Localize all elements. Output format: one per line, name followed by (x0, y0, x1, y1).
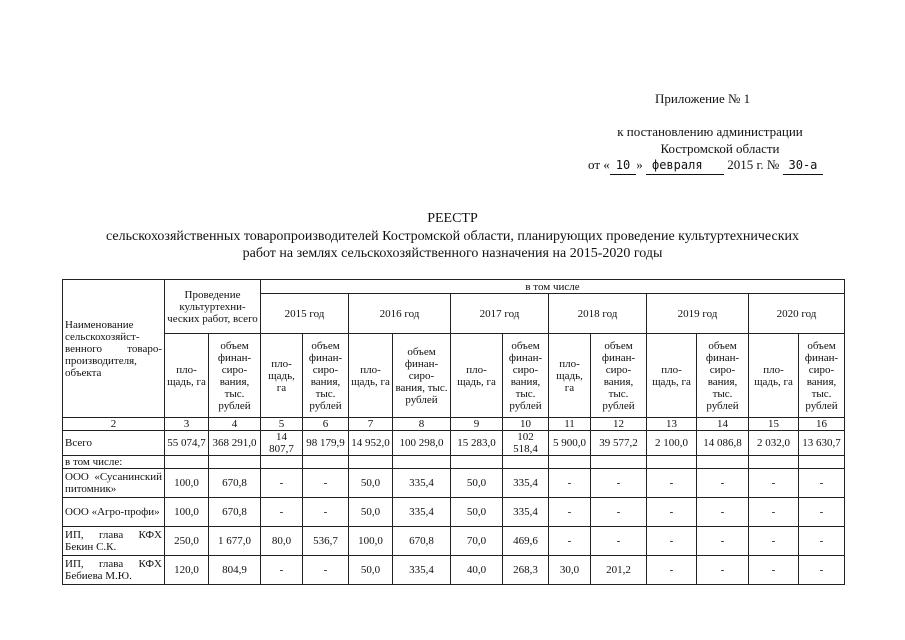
date-prefix: от « (588, 157, 610, 172)
row-value: 70,0 (451, 527, 503, 556)
sub-fin: объем финан-сиро-вания, тыс. рублей (591, 334, 647, 418)
row-name: ИП, глава КФХ Бебиева М.Ю. (63, 556, 165, 585)
sub-fin: объем финан-сиро-вания, тыс. рублей (209, 334, 261, 418)
row-value: - (303, 498, 349, 527)
row-value: 50,0 (451, 498, 503, 527)
col-number: 4 (209, 418, 261, 431)
row-value: 100,0 (349, 527, 393, 556)
row-value: - (647, 469, 697, 498)
date-year: 2015 г. № (727, 157, 780, 172)
total-value: 39 577,2 (591, 431, 647, 456)
row-value: - (647, 527, 697, 556)
table-row (63, 556, 845, 585)
col-number: 11 (549, 418, 591, 431)
col-number: 9 (451, 418, 503, 431)
col-including-header: в том числе (261, 280, 845, 294)
date-mid: » (636, 157, 643, 172)
row-value: 100,0 (165, 469, 209, 498)
row-name: ООО «Агро-профи» (63, 498, 165, 527)
row-value: - (303, 556, 349, 585)
including-row (63, 456, 845, 469)
row-value: - (697, 556, 749, 585)
date-month: февраля (646, 157, 724, 175)
col-number: 7 (349, 418, 393, 431)
row-value: - (549, 527, 591, 556)
col-number: 2 (63, 418, 165, 431)
sub-area: пло-щадь, га (647, 334, 697, 418)
row-value: 670,8 (209, 498, 261, 527)
row-value: 30,0 (549, 556, 591, 585)
row-value: 335,4 (503, 498, 549, 527)
year-2018: 2018 год (549, 294, 647, 334)
doc-number: 30-а (783, 157, 824, 175)
col-number: 3 (165, 418, 209, 431)
row-value: - (591, 469, 647, 498)
total-value: 13 630,7 (799, 431, 845, 456)
col-number: 5 (261, 418, 303, 431)
col-number: 13 (647, 418, 697, 431)
total-value: 102 518,4 (503, 431, 549, 456)
region-line: Костромской области (660, 141, 780, 156)
row-value: - (261, 556, 303, 585)
row-value: - (749, 556, 799, 585)
appendix-label: Приложение № 1 (655, 91, 751, 106)
sub-area: пло-щадь, га (549, 334, 591, 418)
sub-fin: объем финан-сиро-вания, тыс. рублей (697, 334, 749, 418)
total-value: 14 952,0 (349, 431, 393, 456)
row-value: - (749, 469, 799, 498)
sub-fin: объем финан-сиро-вания, тыс. рублей (303, 334, 349, 418)
sub-area: пло-щадь, га (165, 334, 209, 418)
row-value: 804,9 (209, 556, 261, 585)
sub-area: пло-щадь, га (261, 334, 303, 418)
row-value: - (697, 498, 749, 527)
col-number: 16 (799, 418, 845, 431)
row-name: ИП, глава КФХ Бекин С.К. (63, 527, 165, 556)
row-value: 268,3 (503, 556, 549, 585)
col-number: 12 (591, 418, 647, 431)
col-number: 10 (503, 418, 549, 431)
total-value: 14 086,8 (697, 431, 749, 456)
col-number: 8 (393, 418, 451, 431)
row-value: 335,4 (393, 498, 451, 527)
row-value: - (261, 469, 303, 498)
col-name-header: Наименование сельскохозяйст-венного товаро-производителя, объекта (63, 280, 165, 418)
row-value: - (549, 498, 591, 527)
row-value: - (697, 527, 749, 556)
total-value: 14 807,7 (261, 431, 303, 456)
total-value: 98 179,9 (303, 431, 349, 456)
total-row (63, 431, 845, 456)
year-2019: 2019 год (647, 294, 749, 334)
row-value: - (749, 498, 799, 527)
column-number-row (63, 418, 845, 431)
row-value: 80,0 (261, 527, 303, 556)
sub-fin: объем финан-сиро-вания, тыс. рублей (393, 334, 451, 418)
sub-fin: объем финан-сиро-вания, тыс. рублей (799, 334, 845, 418)
row-value: 50,0 (451, 469, 503, 498)
table-row (63, 498, 845, 527)
row-value: 120,0 (165, 556, 209, 585)
row-value: 335,4 (503, 469, 549, 498)
row-value: 469,6 (503, 527, 549, 556)
row-value: - (647, 498, 697, 527)
header-row-sub (63, 334, 845, 418)
row-value: 250,0 (165, 527, 209, 556)
including-label: в том числе: (63, 456, 165, 469)
date-day: 10 (610, 157, 636, 175)
row-value: 670,8 (393, 527, 451, 556)
row-value: 670,8 (209, 469, 261, 498)
sub-area: пло-щадь, га (349, 334, 393, 418)
table-row (63, 527, 845, 556)
row-value: - (799, 498, 845, 527)
title-sub2: работ на землях сельскохозяйственного назначения на 2015-2020 годы (242, 246, 663, 261)
total-value: 100 298,0 (393, 431, 451, 456)
row-value: 536,7 (303, 527, 349, 556)
row-value: - (749, 527, 799, 556)
row-value: 1 677,0 (209, 527, 261, 556)
row-value: - (647, 556, 697, 585)
year-2020: 2020 год (749, 294, 845, 334)
year-2016: 2016 год (349, 294, 451, 334)
total-value: 15 283,0 (451, 431, 503, 456)
row-value: 100,0 (165, 498, 209, 527)
header-row-1 (63, 280, 845, 294)
row-value: - (799, 556, 845, 585)
sub-area: пло-щадь, га (749, 334, 799, 418)
row-value: - (549, 469, 591, 498)
title-main: РЕЕСТР (427, 211, 478, 226)
col-total-header: Проведение культуртехни-ческих работ, всего (165, 280, 261, 334)
row-value: 201,2 (591, 556, 647, 585)
sub-fin: объем финан-сиро-вания, тыс. рублей (503, 334, 549, 418)
total-value: 368 291,0 (209, 431, 261, 456)
row-value: - (261, 498, 303, 527)
total-value: 55 074,7 (165, 431, 209, 456)
row-value: 335,4 (393, 469, 451, 498)
registry-table (62, 279, 845, 585)
col-number: 14 (697, 418, 749, 431)
sub-area: пло-щадь, га (451, 334, 503, 418)
date-line (588, 156, 823, 175)
row-value: - (799, 527, 845, 556)
total-value: 2 032,0 (749, 431, 799, 456)
col-number: 6 (303, 418, 349, 431)
title-sub1: сельскохозяйственных товаропроизводителей Костромской области, планирующих проведение культуртехнических (106, 229, 799, 244)
row-value: - (591, 498, 647, 527)
year-2017: 2017 год (451, 294, 549, 334)
row-value: 40,0 (451, 556, 503, 585)
row-value: 50,0 (349, 498, 393, 527)
row-value: - (303, 469, 349, 498)
row-value: 50,0 (349, 556, 393, 585)
total-value: 5 900,0 (549, 431, 591, 456)
row-value: - (799, 469, 845, 498)
total-label: Всего (63, 431, 165, 456)
resolution-line: к постановлению администрации (617, 124, 803, 139)
row-name: ООО «Сусанинский питомник» (63, 469, 165, 498)
row-value: 50,0 (349, 469, 393, 498)
row-value: - (697, 469, 749, 498)
year-2015: 2015 год (261, 294, 349, 334)
row-value: 335,4 (393, 556, 451, 585)
row-value: - (591, 527, 647, 556)
col-number: 15 (749, 418, 799, 431)
table-row (63, 469, 845, 498)
total-value: 2 100,0 (647, 431, 697, 456)
